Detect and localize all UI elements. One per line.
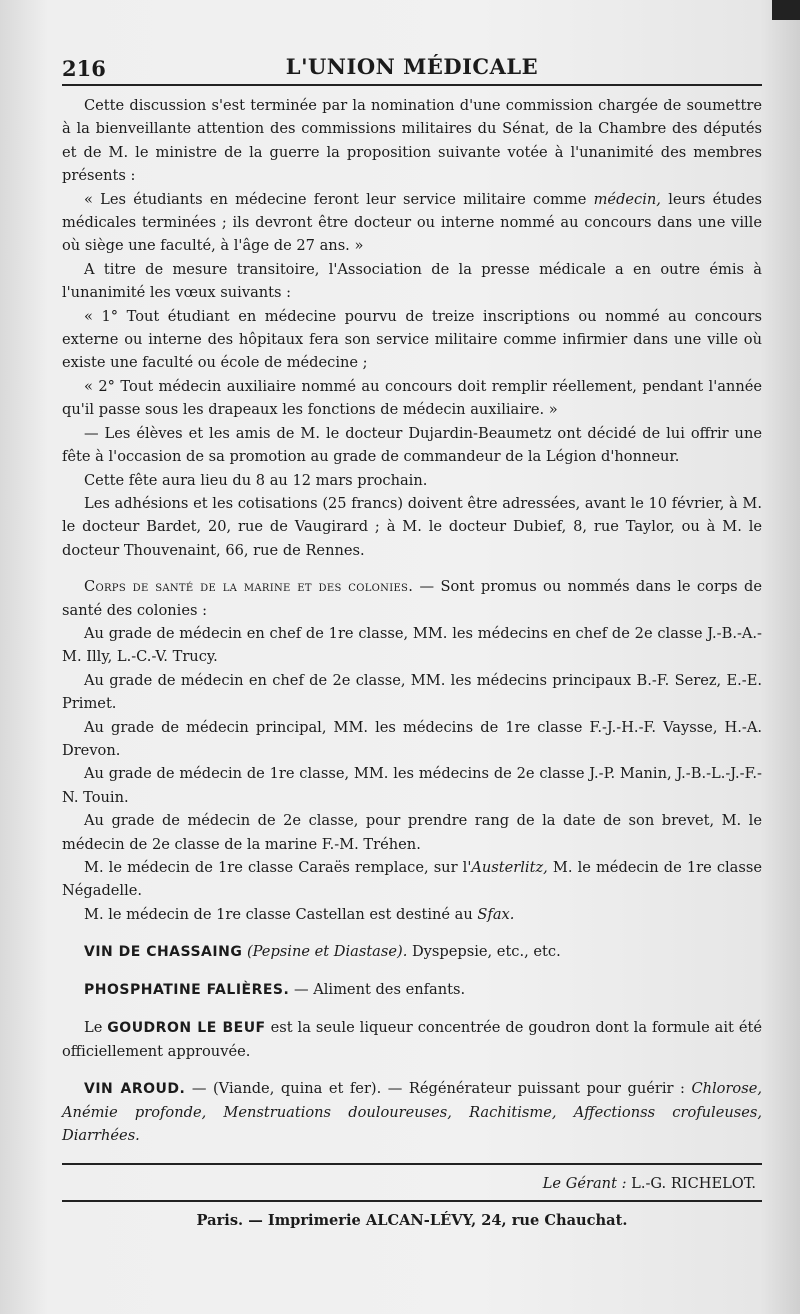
paragraph: Au grade de médecin en chef de 1re classe, MM. les médecins en chef de 2e classe J.-B.-A.-M. Illy, L.-C.-V. Trucy.	[62, 624, 762, 666]
scan-edge	[772, 0, 800, 20]
paragraph: — Les élèves et les amis de M. le docteur Dujardin-Beaumetz ont décidé de lui offrir une fête à l'occasion de sa promotion au grade de commandeur de la Légion d'honneur.	[62, 424, 762, 466]
page-number: 216	[62, 56, 106, 81]
paragraph: M. le médecin de 1re classe Castellan est destiné au Sfax.	[84, 905, 515, 923]
article-body	[62, 94, 762, 926]
paragraph: Au grade de médecin principal, MM. les médecins de 1re classe F.-J.-H.-F. Vaysse, H.-A. Drevon.	[62, 718, 762, 759]
paragraph: « Les étudiants en médecine feront leur service militaire comme médecin, leurs études médicales terminées ; ils devront être docteur ou interne nommé au concours dans une ville où siège une faculté, à l'âge de 27 ans. »	[62, 190, 762, 255]
paragraph: « 2° Tout médecin auxiliaire nommé au concours doit remplir réellement, pendant l'année qu'il passe sous les drapeaux les fonctions de médecin auxiliaire. »	[62, 377, 762, 419]
ad-goudron: Le GOUDRON LE BEUF est la seule liqueur concentrée de goudron dont la formule ait été officiellement approuvée.	[62, 1019, 763, 1061]
paragraph: Les adhésions et les cotisations (25 francs) doivent être adressées, avant le 10 février, à M. le docteur Bardet, 20, rue de Vaugirard ; à M. le docteur Dubief, 8, rue Taylor, ou à M. le docteur Thouvenaint, 66, rue de Rennes.	[62, 494, 762, 559]
paragraph: Cette fête aura lieu du 8 au 12 mars prochain.	[84, 471, 428, 489]
header-rule	[62, 84, 762, 86]
paragraph: A titre de mesure transitoire, l'Association de la presse médicale a en outre émis à l'unanimité les vœux suivants :	[62, 260, 762, 302]
ad-vin-aroud: VIN AROUD. — (Viande, quina et fer). — Régénérateur puissant pour guérir : Chlorose, Anémie profonde, Menstruations douloureuses, Rachitisme, Affectionss crofuleuses, Diarrhées.	[62, 1080, 762, 1145]
paragraph: Au grade de médecin de 1re classe, MM. les médecins de 2e classe J.-P. Manin, J.-B.-L.-J.-F.-N. Touin.	[62, 765, 762, 806]
ad-vin-chassaing: VIN DE CHASSAING (Pepsine et Diastase). Dyspepsie, etc., etc.	[84, 943, 561, 961]
page-header	[62, 48, 762, 84]
paragraph: Au grade de médecin de 2e classe, pour prendre rang de la date de son brevet, M. le médecin de 2e classe de la marine F.-M. Tréhen.	[62, 812, 762, 853]
paragraph: M. le médecin de 1re classe Caraës remplace, sur l'Austerlitz, M. le médecin de 1re classe Négadelle.	[62, 859, 762, 900]
paragraph: Cette discussion s'est terminée par la nomination d'une commission chargée de soumettre à la bienveillante attention des commissions militaires du Sénat, de la Chambre des députés et de M. le ministre de la guerre la proposition suivante votée à l'unanimité des membres présents :	[62, 97, 762, 185]
paragraph: « 1° Tout étudiant en médecine pourvu de treize inscriptions ou nommé au concours externe ou interne des hôpitaux fera son service militaire comme infirmier dans une ville où existe une faculté ou école de médecine ;	[62, 307, 762, 372]
paragraph: Au grade de médecin en chef de 2e classe, MM. les médecins principaux B.-F. Serez, E.-E. Primet.	[62, 671, 762, 713]
gerant-line: Le Gérant : L.-G. RICHELOT.	[542, 1175, 756, 1193]
section-heading: Corps de santé de la marine et des colonies.	[84, 578, 414, 596]
running-title: L'UNION MÉDICALE	[285, 54, 539, 79]
paragraph: Corps de santé de la marine et des colonies. — Sont promus ou nommés dans le corps de santé des colonies :	[62, 578, 762, 619]
advertisements	[62, 940, 762, 1147]
footer-rule	[62, 1163, 762, 1165]
printer-line: Paris. — Imprimerie ALCAN-LÉVY, 24, rue Chauchat.	[196, 1212, 628, 1230]
ad-phosphatine: PHOSPHATINE FALIÈRES. — Aliment des enfants.	[84, 981, 466, 999]
footer-rule-bottom	[62, 1200, 762, 1202]
